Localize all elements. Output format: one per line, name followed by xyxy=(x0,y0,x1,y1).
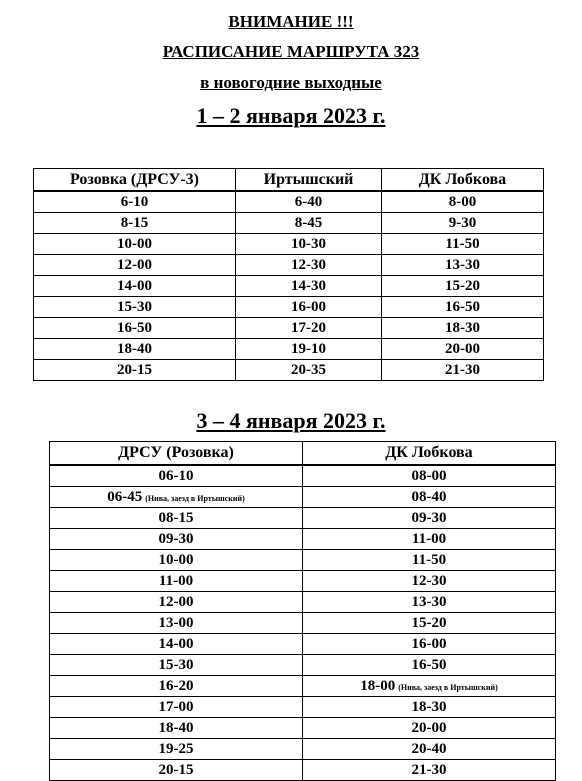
time-cell: 13-30 xyxy=(382,255,544,276)
table-row xyxy=(34,318,544,339)
time-cell xyxy=(303,760,556,781)
departure-time: 11-00 xyxy=(411,530,447,547)
departure-time: 15-30 xyxy=(158,656,194,673)
time-cell: 20-15 xyxy=(34,360,236,381)
time-cell xyxy=(303,676,556,697)
time-cell: 20-35 xyxy=(236,360,382,381)
column-header-dk-lobkova: ДК Лобкова xyxy=(303,442,556,466)
time-cell xyxy=(303,718,556,739)
time-cell: 18-30 xyxy=(382,318,544,339)
schedule-table-jan-3-4 xyxy=(49,441,556,781)
time-cell: 19-10 xyxy=(236,339,382,360)
time-cell: 14-00 xyxy=(34,276,236,297)
departure-time: 13-30 xyxy=(411,593,447,610)
table-row xyxy=(50,508,556,529)
departure-time: 18-00 xyxy=(360,677,396,694)
table-row xyxy=(34,234,544,255)
departure-time: 11-00 xyxy=(158,572,194,589)
time-cell: 10-00 xyxy=(34,234,236,255)
table-header-row xyxy=(50,442,556,466)
time-cell xyxy=(303,613,556,634)
time-cell: 6-10 xyxy=(34,191,236,213)
time-cell: 10-30 xyxy=(236,234,382,255)
time-cell: 16-50 xyxy=(382,297,544,318)
departure-time: 06-45 xyxy=(107,488,143,505)
time-cell: 14-30 xyxy=(236,276,382,297)
table-row xyxy=(50,571,556,592)
departure-time: 12-30 xyxy=(411,572,447,589)
time-cell xyxy=(50,592,303,613)
route-note: (Нива, заезд в Иртышский) xyxy=(145,493,245,503)
departure-time: 08-15 xyxy=(158,509,194,526)
time-cell xyxy=(303,592,556,613)
time-cell xyxy=(303,571,556,592)
time-cell xyxy=(50,571,303,592)
time-cell xyxy=(50,718,303,739)
departure-time: 16-20 xyxy=(158,677,194,694)
time-cell xyxy=(50,508,303,529)
time-cell: 21-30 xyxy=(382,360,544,381)
departure-time: 18-40 xyxy=(158,719,194,736)
time-cell xyxy=(303,487,556,508)
time-cell: 11-50 xyxy=(382,234,544,255)
table-row xyxy=(34,213,544,234)
departure-time: 11-50 xyxy=(411,551,447,568)
departure-time: 14-00 xyxy=(158,635,194,652)
departure-time: 20-00 xyxy=(411,719,447,736)
route-heading: РАСПИСАНИЕ МАРШРУТА 323 xyxy=(162,42,420,61)
time-cell xyxy=(303,465,556,487)
time-cell xyxy=(50,613,303,634)
attention-heading: ВНИМАНИЕ !!! xyxy=(228,12,354,31)
time-cell: 16-50 xyxy=(34,318,236,339)
departure-time: 17-00 xyxy=(158,698,194,715)
period-2-heading: 3 – 4 января 2023 г. xyxy=(196,408,386,433)
time-cell xyxy=(303,634,556,655)
time-cell xyxy=(303,550,556,571)
table-row xyxy=(50,613,556,634)
time-cell: 17-20 xyxy=(236,318,382,339)
column-header-dk-lobkova: ДК Лобкова xyxy=(382,169,544,192)
time-cell xyxy=(50,760,303,781)
table-row xyxy=(34,276,544,297)
departure-time: 08-40 xyxy=(411,488,447,505)
time-cell xyxy=(50,529,303,550)
time-cell: 15-20 xyxy=(382,276,544,297)
time-cell: 8-45 xyxy=(236,213,382,234)
table-row xyxy=(50,529,556,550)
time-cell: 8-15 xyxy=(34,213,236,234)
column-header-irtyshsky: Иртышский xyxy=(236,169,382,192)
time-cell xyxy=(303,508,556,529)
time-cell: 16-00 xyxy=(236,297,382,318)
departure-time: 09-30 xyxy=(411,509,447,526)
table-row xyxy=(50,739,556,760)
departure-time: 20-40 xyxy=(411,740,447,757)
table-row xyxy=(50,697,556,718)
table-row xyxy=(34,297,544,318)
time-cell xyxy=(50,465,303,487)
time-cell xyxy=(303,697,556,718)
time-cell: 6-40 xyxy=(236,191,382,213)
table-row xyxy=(34,360,544,381)
departure-time: 15-20 xyxy=(411,614,447,631)
departure-time: 21-30 xyxy=(411,761,447,778)
time-cell xyxy=(50,676,303,697)
table-row xyxy=(50,655,556,676)
time-cell xyxy=(50,739,303,760)
time-cell: 9-30 xyxy=(382,213,544,234)
period-1-heading: 1 – 2 января 2023 г. xyxy=(196,103,386,128)
time-cell xyxy=(50,655,303,676)
column-header-rozovka: Розовка (ДРСУ-3) xyxy=(34,169,236,192)
time-cell xyxy=(50,550,303,571)
schedule-table-jan-1-2 xyxy=(33,168,544,381)
departure-time: 06-10 xyxy=(158,467,194,484)
time-cell: 18-40 xyxy=(34,339,236,360)
time-cell xyxy=(303,655,556,676)
time-cell xyxy=(50,487,303,508)
departure-time: 19-25 xyxy=(158,740,194,757)
column-header-drsu-rozovka: ДРСУ (Розовка) xyxy=(50,442,303,466)
table-header-row xyxy=(34,169,544,192)
holiday-subheading: в новогодние выходные xyxy=(200,73,382,92)
time-cell: 12-00 xyxy=(34,255,236,276)
departure-time: 13-00 xyxy=(158,614,194,631)
table-row xyxy=(34,339,544,360)
table-row xyxy=(50,760,556,781)
table-row xyxy=(50,550,556,571)
departure-time: 09-30 xyxy=(158,530,194,547)
time-cell: 8-00 xyxy=(382,191,544,213)
departure-time: 16-50 xyxy=(411,656,447,673)
table-row xyxy=(50,718,556,739)
time-cell xyxy=(50,634,303,655)
departure-time: 08-00 xyxy=(411,467,447,484)
departure-time: 20-15 xyxy=(158,761,194,778)
table-row xyxy=(50,592,556,613)
table-row xyxy=(50,634,556,655)
departure-time: 18-30 xyxy=(411,698,447,715)
departure-time: 16-00 xyxy=(411,635,447,652)
time-cell: 15-30 xyxy=(34,297,236,318)
time-cell xyxy=(50,697,303,718)
table-row xyxy=(34,191,544,213)
time-cell: 12-30 xyxy=(236,255,382,276)
table-row xyxy=(50,465,556,487)
departure-time: 10-00 xyxy=(158,551,194,568)
table-row xyxy=(50,676,556,697)
time-cell xyxy=(303,529,556,550)
time-cell xyxy=(303,739,556,760)
departure-time: 12-00 xyxy=(158,593,194,610)
time-cell: 20-00 xyxy=(382,339,544,360)
table-row xyxy=(34,255,544,276)
table-row xyxy=(50,487,556,508)
route-note: (Нива, заезд в Иртышский) xyxy=(398,682,498,692)
